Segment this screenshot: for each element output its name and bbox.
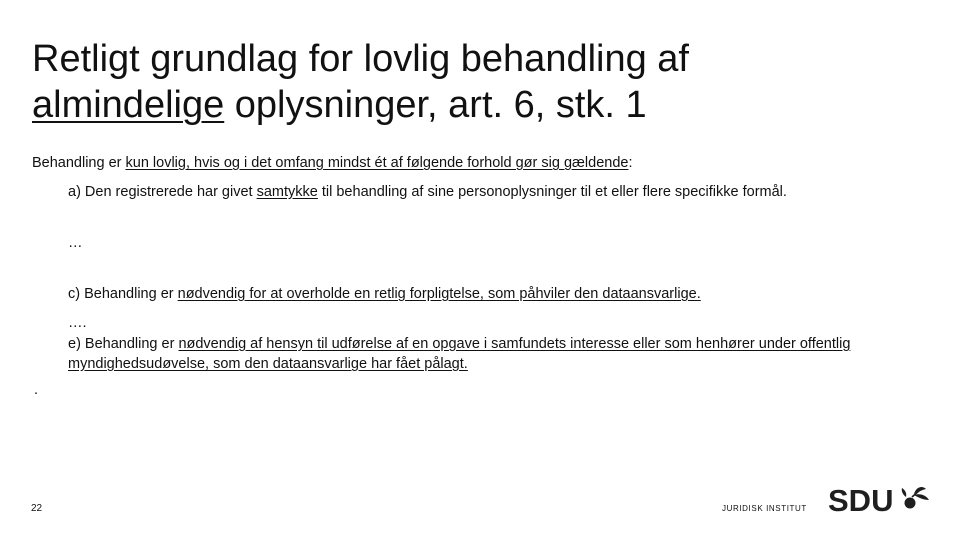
item-e-underlined: nødvendig af hensyn til udførelse af en opgave i samfundets interesse eller som henhører under offentlig myndighedsudøvelse, som den dataansvarlige har fået pålagt. <box>68 336 851 372</box>
sdu-logo <box>828 481 932 521</box>
intro-suffix: : <box>628 155 633 171</box>
intro-underlined: kun lovlig, hvis og i det omfang mindst ét af følgende forhold gør sig gældende <box>125 155 629 171</box>
item-e <box>68 334 898 374</box>
item-a-suffix: til behandling af sine personoplysninger til et eller flere specifikke formål. <box>317 184 787 200</box>
intro-paragraph <box>32 153 912 173</box>
slide-title <box>32 36 932 128</box>
item-c <box>68 284 898 304</box>
title-line-1: Retligt grundlag for lovlig behandling af <box>32 38 689 80</box>
item-c-prefix: c) Behandling er <box>68 286 178 302</box>
logo-text: SDU <box>828 483 894 518</box>
intro-prefix: Behandling er <box>32 155 126 171</box>
institute-label: JURIDISK INSTITUT <box>722 504 807 513</box>
item-a <box>68 182 898 202</box>
item-a-prefix: a) Den registrerede har givet <box>68 184 257 200</box>
title-underlined-word: almindelige <box>32 84 225 126</box>
item-c-underlined: nødvendig for at overholde en retlig forpligtelse, som påhviler den dataansvarlige. <box>177 286 701 302</box>
ellipsis-1: … <box>68 235 83 251</box>
ellipsis-2: …. <box>68 315 87 331</box>
item-a-underlined: samtykke <box>256 184 318 200</box>
item-e-prefix: e) Behandling er <box>68 336 179 352</box>
trailing-dot: . <box>34 382 39 398</box>
title-line-2-rest: oplysninger, art. 6, stk. 1 <box>224 84 647 126</box>
sdu-tree-icon <box>902 487 929 509</box>
page-number: 22 <box>31 503 43 514</box>
